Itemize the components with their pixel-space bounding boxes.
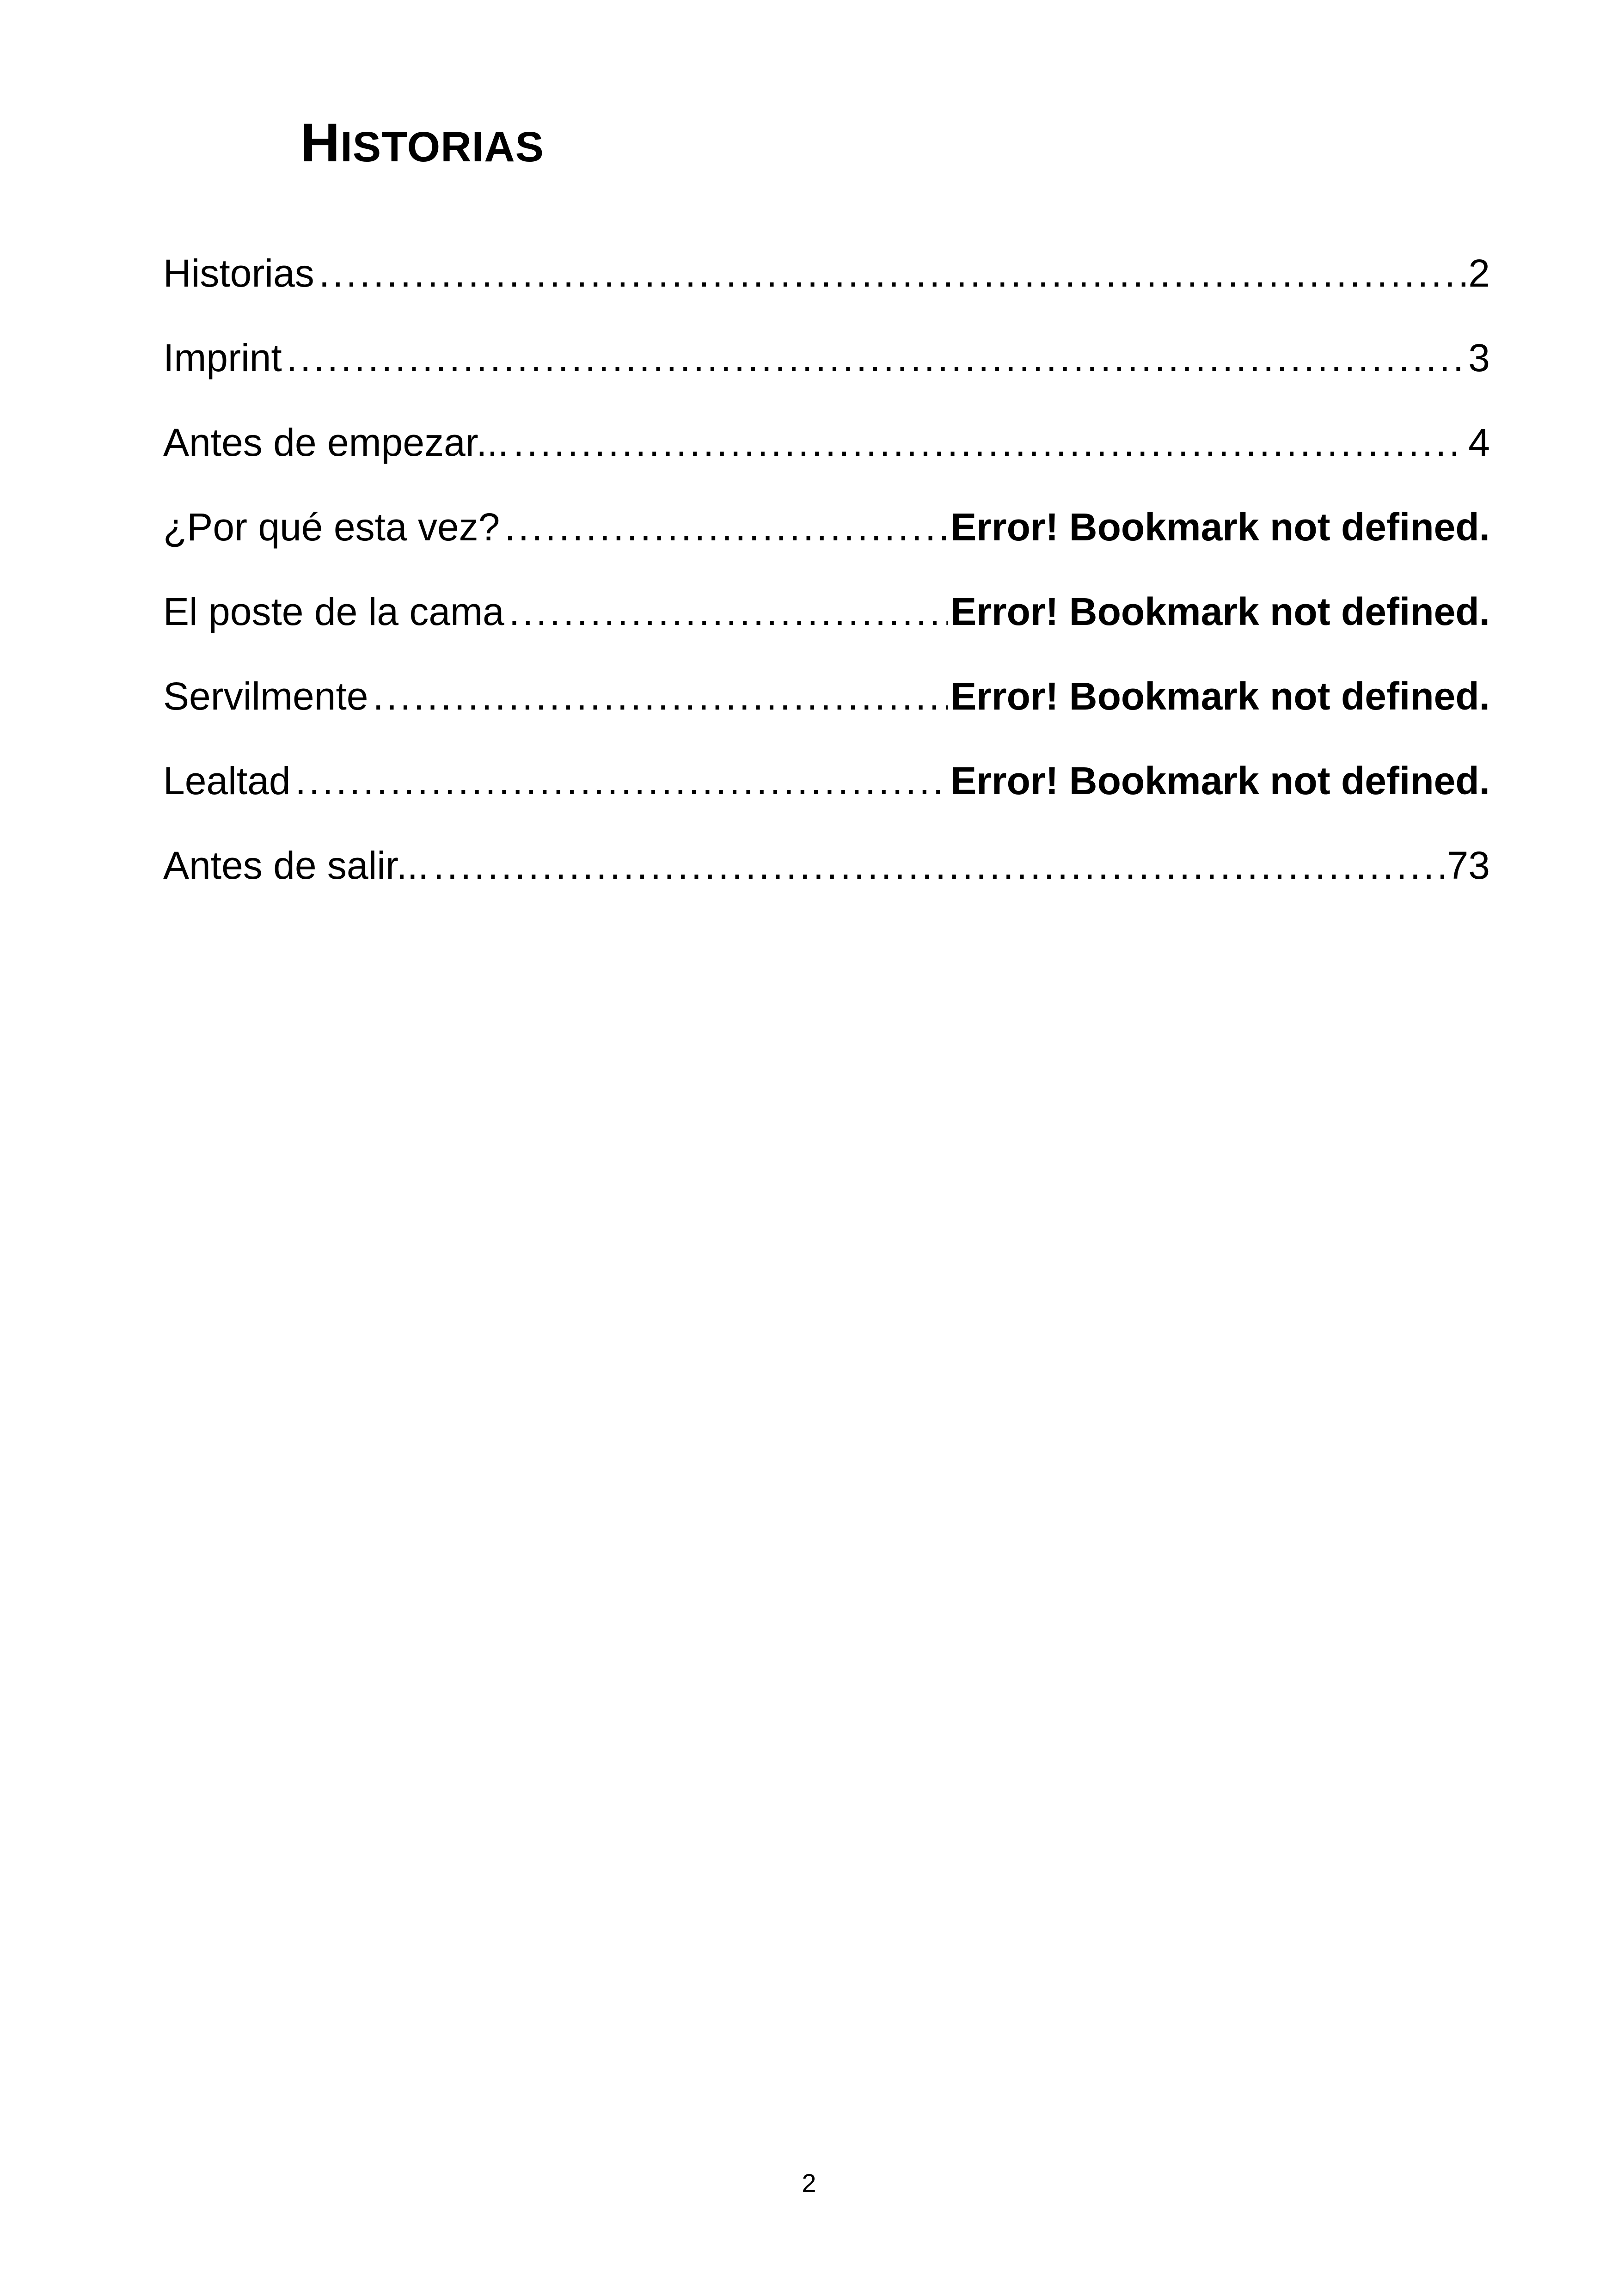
toc-entry-title: Servilmente: [163, 674, 368, 718]
toc-entry-title: ¿Por qué esta vez?: [163, 505, 500, 549]
heading-initial: H: [300, 112, 341, 173]
toc-entry[interactable]: [163, 485, 1490, 569]
toc-entry-title: El poste de la cama: [163, 590, 504, 633]
toc-entry-title: Antes de empezar...: [163, 421, 509, 464]
toc-entry-page-error: Error! Bookmark not defined.: [950, 759, 1490, 802]
toc-leader-dots: [433, 823, 1444, 908]
table-of-contents: [163, 231, 1490, 908]
toc-entry[interactable]: [163, 400, 1490, 485]
toc-leader-dots: [509, 569, 948, 654]
toc-entry-page-error: Error! Bookmark not defined.: [950, 505, 1490, 549]
toc-entry[interactable]: [163, 739, 1490, 823]
toc-entry[interactable]: [163, 654, 1490, 739]
toc-entry-page: 2: [1468, 251, 1490, 295]
toc-entry-page-error: Error! Bookmark not defined.: [950, 590, 1490, 633]
toc-entry[interactable]: [163, 569, 1490, 654]
toc-entry-page: 73: [1446, 844, 1490, 887]
toc-entry-title: Antes de salir...: [163, 844, 429, 887]
toc-entry[interactable]: [163, 231, 1490, 316]
toc-leader-dots: [287, 316, 1466, 400]
toc-entry[interactable]: [163, 316, 1490, 400]
toc-leader-dots: [319, 231, 1466, 316]
page-heading: [300, 112, 545, 173]
heading-small-caps: ISTORIAS: [340, 123, 545, 171]
toc-entry-title: Lealtad: [163, 759, 291, 802]
toc-entry-page: 3: [1468, 336, 1490, 380]
toc-entry-title: Imprint: [163, 336, 282, 380]
toc-leader-dots: [373, 654, 948, 739]
toc-leader-dots: [295, 739, 948, 823]
toc-entry-title: Historias: [163, 251, 314, 295]
page-number: 2: [802, 2168, 816, 2198]
toc-entry[interactable]: [163, 823, 1490, 908]
toc-leader-dots: [504, 485, 948, 569]
toc-entry-page: 4: [1468, 421, 1490, 464]
toc-leader-dots: [513, 400, 1465, 485]
toc-entry-page-error: Error! Bookmark not defined.: [950, 674, 1490, 718]
